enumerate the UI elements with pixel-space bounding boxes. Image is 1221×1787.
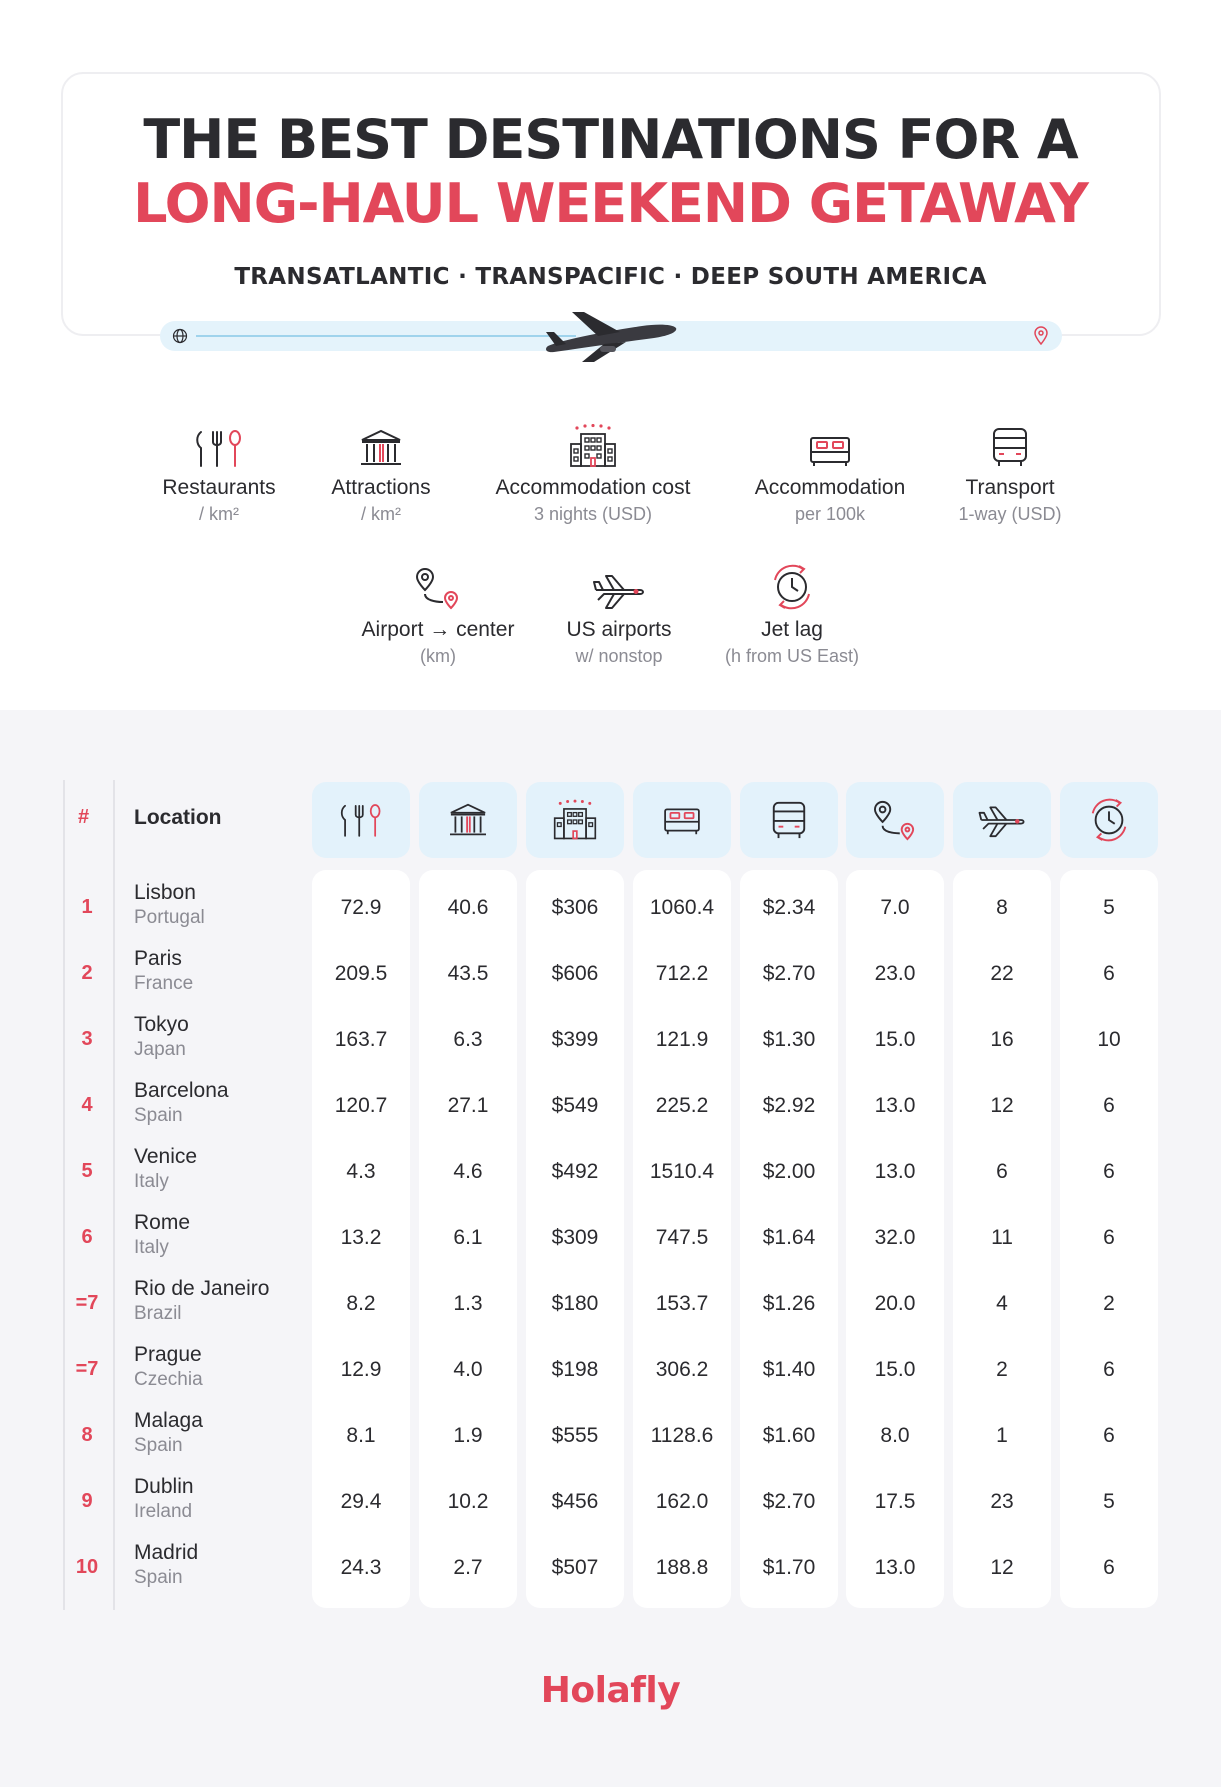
- cell-value: 16: [990, 1028, 1014, 1051]
- cell-value: 5: [1103, 896, 1115, 919]
- column-header-airplane: [953, 782, 1051, 858]
- cell-value: 6: [1103, 1556, 1115, 1579]
- clock-icon: [700, 554, 884, 610]
- legend-label: US airports: [566, 618, 672, 641]
- column-header-bus: [740, 782, 838, 858]
- museum-icon: [447, 802, 489, 838]
- row-rank: =7: [75, 1358, 99, 1380]
- cell-value: 43.5: [447, 962, 489, 985]
- cell-value: 40.6: [447, 896, 489, 919]
- cell-value: $2.70: [762, 962, 816, 985]
- bus-icon: [769, 800, 809, 840]
- cell-value: 162.0: [655, 1490, 709, 1513]
- row-country: Italy: [134, 1237, 169, 1258]
- legend-label: Jet lag: [761, 618, 823, 641]
- row-city: Madrid: [134, 1541, 199, 1564]
- cell-value: $2.92: [762, 1094, 816, 1117]
- legend-label: Airport → center: [361, 618, 515, 641]
- cell-value: $555: [551, 1424, 599, 1447]
- row-city: Venice: [134, 1145, 198, 1168]
- legend-restaurants: [144, 412, 294, 525]
- cell-value: $2.70: [762, 1490, 816, 1513]
- cell-value: 1128.6: [650, 1424, 714, 1447]
- cell-value: 12: [990, 1556, 1014, 1579]
- column-header-hotel: [526, 782, 624, 858]
- legend-jet-lag: [700, 554, 884, 667]
- destination-pin-icon: [1033, 326, 1049, 346]
- row-rank: 9: [81, 1490, 93, 1512]
- museum-icon: [306, 412, 456, 468]
- row-country: Spain: [134, 1567, 183, 1588]
- row-rank: 5: [81, 1160, 93, 1182]
- cell-value: 1060.4: [649, 896, 715, 919]
- route-pin-icon: [348, 554, 528, 610]
- cell-value: 6.1: [453, 1226, 483, 1249]
- cell-value: 22: [990, 962, 1014, 985]
- cell-value: 27.1: [447, 1094, 489, 1117]
- cell-value: $180: [551, 1292, 599, 1315]
- cell-value: 6: [996, 1160, 1008, 1183]
- cell-value: 1.3: [453, 1292, 483, 1315]
- cell-value: 306.2: [655, 1358, 709, 1381]
- row-city: Rome: [134, 1211, 191, 1234]
- cell-value: 32.0: [874, 1226, 916, 1249]
- cell-value: $306: [551, 896, 599, 919]
- cell-value: 121.9: [655, 1028, 709, 1051]
- cell-value: 120.7: [334, 1094, 388, 1117]
- row-city: Lisbon: [134, 881, 196, 904]
- row-rank: 4: [81, 1094, 93, 1116]
- row-city: Paris: [134, 947, 182, 970]
- row-rank: =7: [75, 1292, 99, 1314]
- cell-value: 8.1: [346, 1424, 376, 1447]
- cell-value: 747.5: [655, 1226, 709, 1249]
- row-city: Dublin: [134, 1475, 194, 1498]
- legend-accommodation-cost: [478, 412, 708, 525]
- cell-value: 6: [1103, 1094, 1115, 1117]
- row-country: Brazil: [134, 1303, 182, 1324]
- row-city: Prague: [134, 1343, 202, 1366]
- cell-value: 1510.4: [649, 1160, 715, 1183]
- cell-value: 4: [996, 1292, 1008, 1315]
- clock-icon: [1085, 798, 1133, 842]
- legend-us-airports: [544, 554, 694, 667]
- cell-value: 23.0: [874, 962, 916, 985]
- flight-progress-line: [196, 335, 576, 337]
- cell-value: 2: [996, 1358, 1008, 1381]
- cell-value: 20.0: [874, 1292, 916, 1315]
- column-header-utensils: [312, 782, 410, 858]
- row-country: France: [134, 973, 194, 994]
- row-city: Tokyo: [134, 1013, 189, 1036]
- cell-value: 2: [1103, 1292, 1115, 1315]
- airplane-icon: [544, 554, 694, 610]
- airplane-illustration-icon: [542, 306, 682, 362]
- legend-airport-center: [348, 554, 528, 667]
- cell-value: 5: [1103, 1490, 1115, 1513]
- column-header-clock: [1060, 782, 1158, 858]
- legend-label: Restaurants: [162, 476, 276, 499]
- page-subtitle: TRANSATLANTIC · TRANSPACIFIC · DEEP SOUTH AMERICA: [234, 264, 987, 290]
- location-divider: [113, 780, 115, 1610]
- cell-value: 15.0: [874, 1358, 916, 1381]
- cell-value: 6: [1103, 1424, 1115, 1447]
- row-country: Czechia: [134, 1369, 203, 1390]
- row-city: Barcelona: [134, 1079, 229, 1102]
- column-header-bed: [633, 782, 731, 858]
- cell-value: 153.7: [655, 1292, 709, 1315]
- legend-label: Accommodation: [754, 476, 906, 499]
- cell-value: $399: [551, 1028, 599, 1051]
- legend-sublabel: / km²: [361, 504, 401, 524]
- cell-value: 23: [990, 1490, 1014, 1513]
- legend-sublabel: (km): [420, 646, 456, 666]
- cell-value: 1: [996, 1424, 1008, 1447]
- legend-sublabel: 3 nights (USD): [533, 504, 653, 524]
- legend-label: Accommodation cost: [495, 476, 691, 499]
- cell-value: 13.0: [874, 1556, 916, 1579]
- cell-value: 4.0: [453, 1358, 483, 1381]
- cell-value: 6: [1103, 1226, 1115, 1249]
- cell-value: $1.40: [762, 1358, 816, 1381]
- row-country: Spain: [134, 1105, 183, 1126]
- legend-sublabel: / km²: [199, 504, 239, 524]
- cell-value: 712.2: [655, 962, 709, 985]
- cell-value: $1.70: [762, 1556, 816, 1579]
- cell-value: 6.3: [453, 1028, 483, 1051]
- cell-value: $1.64: [762, 1226, 816, 1249]
- row-country: Italy: [134, 1171, 169, 1192]
- cell-value: 2.7: [453, 1556, 483, 1579]
- legend-label: Attractions: [331, 476, 431, 499]
- cell-value: 13.0: [874, 1160, 916, 1183]
- legend-attractions: [306, 412, 456, 525]
- airplane-icon: [977, 802, 1027, 838]
- row-country: Portugal: [134, 907, 205, 928]
- cell-value: 6: [1103, 962, 1115, 985]
- cell-value: 17.5: [874, 1490, 916, 1513]
- cell-value: 15.0: [874, 1028, 916, 1051]
- cell-value: 6: [1103, 1160, 1115, 1183]
- cell-value: 188.8: [655, 1556, 709, 1579]
- row-country: Japan: [134, 1039, 186, 1060]
- rank-header: #: [78, 806, 90, 828]
- cell-value: 4.6: [453, 1160, 483, 1183]
- legend-accommodation: [740, 412, 920, 525]
- cell-value: $1.30: [762, 1028, 816, 1051]
- cell-value: 8.0: [880, 1424, 910, 1447]
- row-rank: 10: [75, 1556, 99, 1578]
- row-country: Spain: [134, 1435, 183, 1456]
- route-pin-icon: [871, 799, 919, 841]
- cell-value: $2.34: [762, 896, 816, 919]
- hotel-icon: [478, 412, 708, 468]
- cell-value: $309: [551, 1226, 599, 1249]
- cell-value: $1.60: [762, 1424, 816, 1447]
- cell-value: $606: [551, 962, 599, 985]
- cell-value: $2.00: [762, 1160, 816, 1183]
- legend-transport: [940, 412, 1080, 525]
- cell-value: 163.7: [334, 1028, 388, 1051]
- utensils-icon: [144, 412, 294, 468]
- cell-value: $549: [551, 1094, 599, 1117]
- row-rank: 3: [81, 1028, 93, 1050]
- cell-value: 24.3: [340, 1556, 382, 1579]
- bus-icon: [940, 412, 1080, 468]
- legend-sublabel: 1-way (USD): [958, 504, 1062, 524]
- cell-value: 12: [990, 1094, 1014, 1117]
- cell-value: 7.0: [880, 896, 910, 919]
- column-header-route-pin: [846, 782, 944, 858]
- legend-label: Transport: [965, 476, 1055, 499]
- cell-value: 4.3: [346, 1160, 376, 1183]
- cell-value: 29.4: [340, 1490, 382, 1513]
- page-title-line2: LONG-HAUL WEEKEND GETAWAY: [133, 172, 1088, 235]
- utensils-icon: [338, 802, 384, 838]
- cell-value: $456: [551, 1490, 599, 1513]
- row-rank: 8: [81, 1424, 93, 1446]
- location-header: Location: [134, 806, 222, 829]
- cell-value: $492: [551, 1160, 599, 1183]
- cell-value: 1.9: [453, 1424, 483, 1447]
- cell-value: $198: [551, 1358, 599, 1381]
- cell-value: 209.5: [334, 962, 388, 985]
- cell-value: 13.0: [874, 1094, 916, 1117]
- globe-icon: [172, 328, 188, 344]
- cell-value: 225.2: [655, 1094, 709, 1117]
- row-country: Ireland: [134, 1501, 193, 1522]
- row-city: Malaga: [134, 1409, 203, 1432]
- cell-value: 10: [1097, 1028, 1121, 1051]
- row-rank: 6: [81, 1226, 93, 1248]
- cell-value: $1.26: [762, 1292, 816, 1315]
- column-header-museum: [419, 782, 517, 858]
- row-rank: 2: [81, 962, 93, 984]
- cell-value: 8.2: [346, 1292, 376, 1315]
- page-title-line1: THE BEST DESTINATIONS FOR A: [143, 108, 1078, 171]
- cell-value: $507: [551, 1556, 599, 1579]
- legend-sublabel: (h from US East): [724, 646, 860, 666]
- bed-icon: [661, 804, 703, 836]
- bed-icon: [740, 412, 920, 468]
- row-city: Rio de Janeiro: [134, 1277, 270, 1300]
- brand-logo: Holafly: [540, 1670, 681, 1711]
- cell-value: 6: [1103, 1358, 1115, 1381]
- legend-sublabel: w/ nonstop: [575, 646, 663, 666]
- hotel-icon: [551, 799, 599, 841]
- cell-value: 12.9: [340, 1358, 382, 1381]
- legend-sublabel: per 100k: [794, 504, 866, 524]
- cell-value: 10.2: [447, 1490, 489, 1513]
- cell-value: 72.9: [340, 896, 382, 919]
- cell-value: 13.2: [340, 1226, 382, 1249]
- row-rank: 1: [81, 896, 93, 918]
- cell-value: 8: [996, 896, 1008, 919]
- cell-value: 11: [991, 1226, 1013, 1249]
